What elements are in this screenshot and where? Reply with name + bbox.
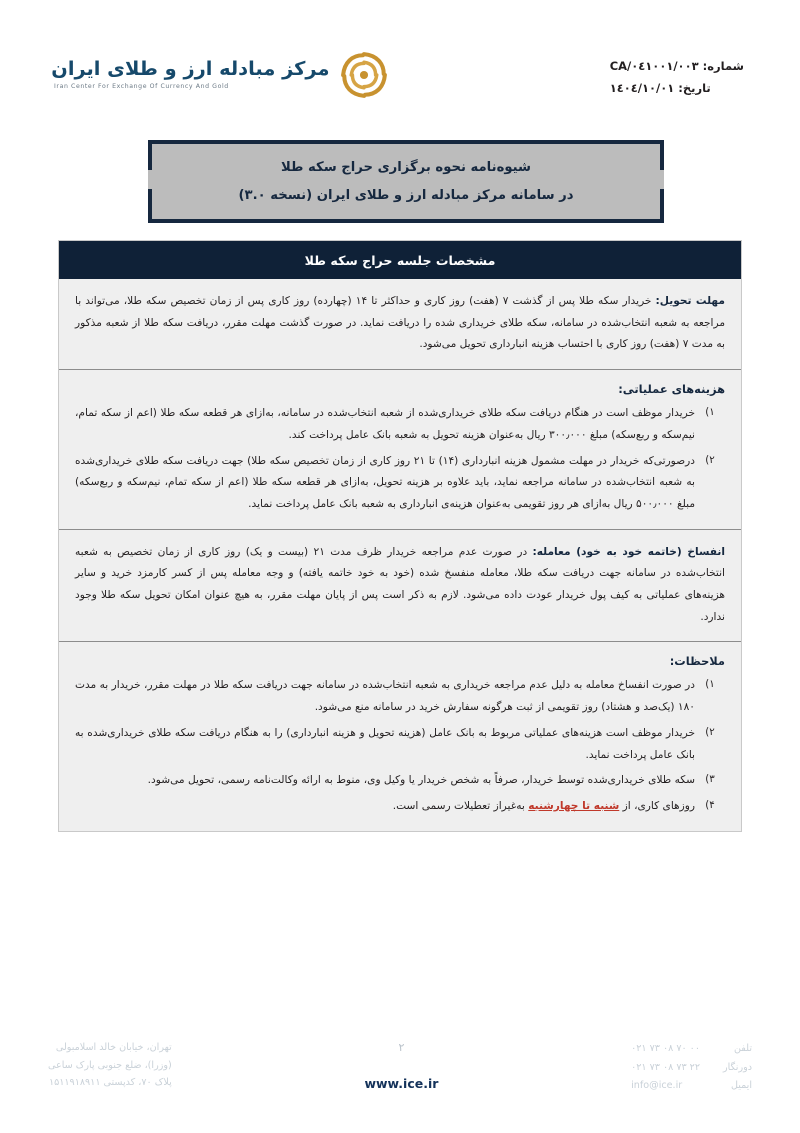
list-item-number: ۱) [705,679,715,691]
list-item [75,723,725,766]
list-item-number: ۲) [705,726,715,738]
list-item [75,770,725,792]
list-item-number: ۴) [705,799,715,811]
list-item-number: ۱) [705,407,715,419]
swirl-logo-icon [335,46,393,104]
document-number-value: CA/۰٤۱۰۰۱/۰۰۳ [609,59,699,73]
footer-address-line-1: تهران، خیابان خالد اسلامبولی [55,1042,172,1053]
footer-website-link[interactable]: www.ice.ir [364,1076,439,1091]
section-operational-costs [59,369,741,529]
document-date-value: ۱٤۰٤/۱۰/۰۱ [609,80,675,95]
list-item-number: ۲) [705,454,715,466]
organization-logo [40,38,393,104]
footer-phone-value: ۰۲۱ ۷۳ ۰۸ ۷۰ ۰۰ [631,1043,700,1054]
document-number-line [610,56,744,78]
auction-details-box [58,240,742,832]
title-banner [148,140,664,223]
rescission-lead-label: انفساخ (خاتمه خود به خود) معامله: [532,545,725,558]
rescission-body-text: در صورت عدم مراجعه خریدار ظرف مدت ۲۱ (بیست و یک) روز کاری از زمان تخصیص به شعبه انتخاب‌شده در سامانه جهت دریافت سکه طلا، معامله منفسخ شده (خود به خود خاتمه یافته) و وجه معامله پس از کسر کارمزد خرید و سایر هزینه‌های عملیاتی به کیف پول خریدار عودت داده می‌شود. لازم به ذکر است پس از پایان مهلت مقرر، به هیچ عنوان امکان تحویل سکه طلا وجود ندارد. [75,545,725,623]
operational-costs-list [75,403,725,516]
list-item [75,796,725,818]
rescission-paragraph [75,542,725,629]
footer-email-value[interactable]: info@ice.ir [631,1080,683,1092]
list-item-text: سکه طلای خریداری‌شده توسط خریدار، صرفاً به شخص خریدار یا وکیل وی، منوط به ارائه وکالت‌نامه رسمی، تحویل می‌شود. [147,774,695,787]
delivery-paragraph [75,291,725,356]
notes-list [75,675,725,817]
list-item-text [75,796,695,818]
section-notes [59,641,741,830]
document-date-line [610,78,744,100]
footer-email-label: ایمیل [730,1080,752,1092]
footer-address-line-2: (وزرا)، ضلع جنوبی پارک ساعی [48,1059,172,1071]
delivery-body-text: خریدار سکه طلا پس از گذشت ۷ (هفت) روز کاری و حداکثر تا ۱۴ (چهارده) روز کاری پس از زمان تخصیص سکه طلا، می‌تواند با مراجعه به شعبه انتخاب‌شده در سامانه، سکه طلای خریداری شده را دریافت نماید. در صورت گذشت مهلت مقرر، دریافت سکه طلا از شعبه مذکور به مدت ۷ (هفت) روز کاری با احتساب هزینه انبارداری تحویل می‌شود. [75,295,725,351]
delivery-lead-label: مهلت تحویل: [655,295,725,307]
document-date-label: تاریخ: [678,80,711,95]
note-text-before: روزهای کاری، از [619,799,695,812]
footer-contact-values [631,1040,700,1096]
list-item-text: در صورت انفساخ معامله به دلیل عدم مراجعه خریداری به شعبه انتخاب‌شده در سامانه جهت دریافت سکه طلا در مهلت مقرر، خریدار به مدت ۱۸۰ (یک‌صد و هشتاد) روز تقویمی از ثبت هرگونه سفارش خرید در سامانه منع می‌شود. [75,679,695,714]
list-item [75,675,725,718]
page-number: ۲ [398,1041,405,1054]
footer-contact-labels [718,1040,752,1096]
operational-costs-heading: هزینه‌های عملیاتی: [618,382,725,397]
logo-name-fa: مرکز مبادله ارز و طلای ایران [51,57,330,80]
notes-heading: ملاحظات: [669,654,725,669]
section-rescission [59,529,741,642]
document-meta [610,38,760,100]
footer-contact [631,1039,752,1096]
footer-center [364,1039,438,1091]
section-bar-title: مشخصات جلسه حراج سکه طلا [59,241,741,279]
document-title-line-1: شیوه‌نامه نحوه برگزاری حراج سکه طلا [281,160,531,175]
logo-name-en: Iran Center For Exchange Of Currency And Gold [54,82,229,90]
footer-phone-label: تلفن [733,1043,752,1054]
list-item-text: درصورتی‌که خریدار در مهلت مشمول هزینه انبارداری (۱۴) تا ۲۱ روز کاری از زمان تخصیص سکه طلا) جهت دریافت سکه طلای خریداری‌شده به شعبه انتخاب‌شده در سامانه مراجعه نماید، باید علاوه بر هزینه تحویل، به‌ازای هر قطعه سکه طلا (اعم از سکه تمام، نیم‌سکه و ربع‌سکه) مبلغ ۵۰۰٫۰۰۰ ریال به‌ازای هر روز تقویمی به‌عنوان هزینه‌ی انبارداری به شعبه بانک عامل پرداخت نماید. [75,454,695,510]
list-item [75,403,725,446]
footer-address-line-3: پلاک ۷۰، کدپستی ۱۵۱۱۹۱۸۹۱۱ [48,1077,172,1089]
document-title-line-2: در سامانه مرکز مبادله ارز و طلای ایران (نسخه ۳.۰) [238,188,574,203]
list-item [75,451,725,516]
list-item-text: خریدار موظف است در هنگام دریافت سکه طلای خریداری‌شده از شعبه انتخاب‌شده در سامانه، به‌ازای هر قطعه سکه طلا (اعم از سکه تمام، نیم‌سکه و ربع‌سکه) مبلغ ۳۰۰٫۰۰۰ ریال به‌عنوان هزینه تحویل به شعبه بانک عامل پرداخت کند. [75,407,695,441]
note-text-after: به‌غیراز تعطیلات رسمی است. [392,799,529,812]
title-text-block [148,140,664,223]
working-days-highlight: شنبه تا چهارشنبه [528,799,620,812]
section-delivery-deadline [59,279,741,369]
logo-text [51,57,330,90]
document-header [40,38,760,118]
document-footer [48,1039,752,1115]
document-number-label: شماره: [702,59,744,73]
footer-address [48,1039,172,1092]
footer-fax-label: دورنگار [722,1061,752,1073]
footer-fax-value: ۰۲۱ ۷۳ ۰۸ ۷۳ ۲۲ [631,1061,700,1073]
list-item-text: خریدار موظف است هزینه‌های عملیاتی مربوط به بانک عامل (هزینه تحویل و هزینه انبارداری) را به هنگام دریافت سکه طلای خریداری‌شده به بانک عامل پرداخت نماید. [75,726,695,761]
list-item-number: ۳) [705,774,715,786]
